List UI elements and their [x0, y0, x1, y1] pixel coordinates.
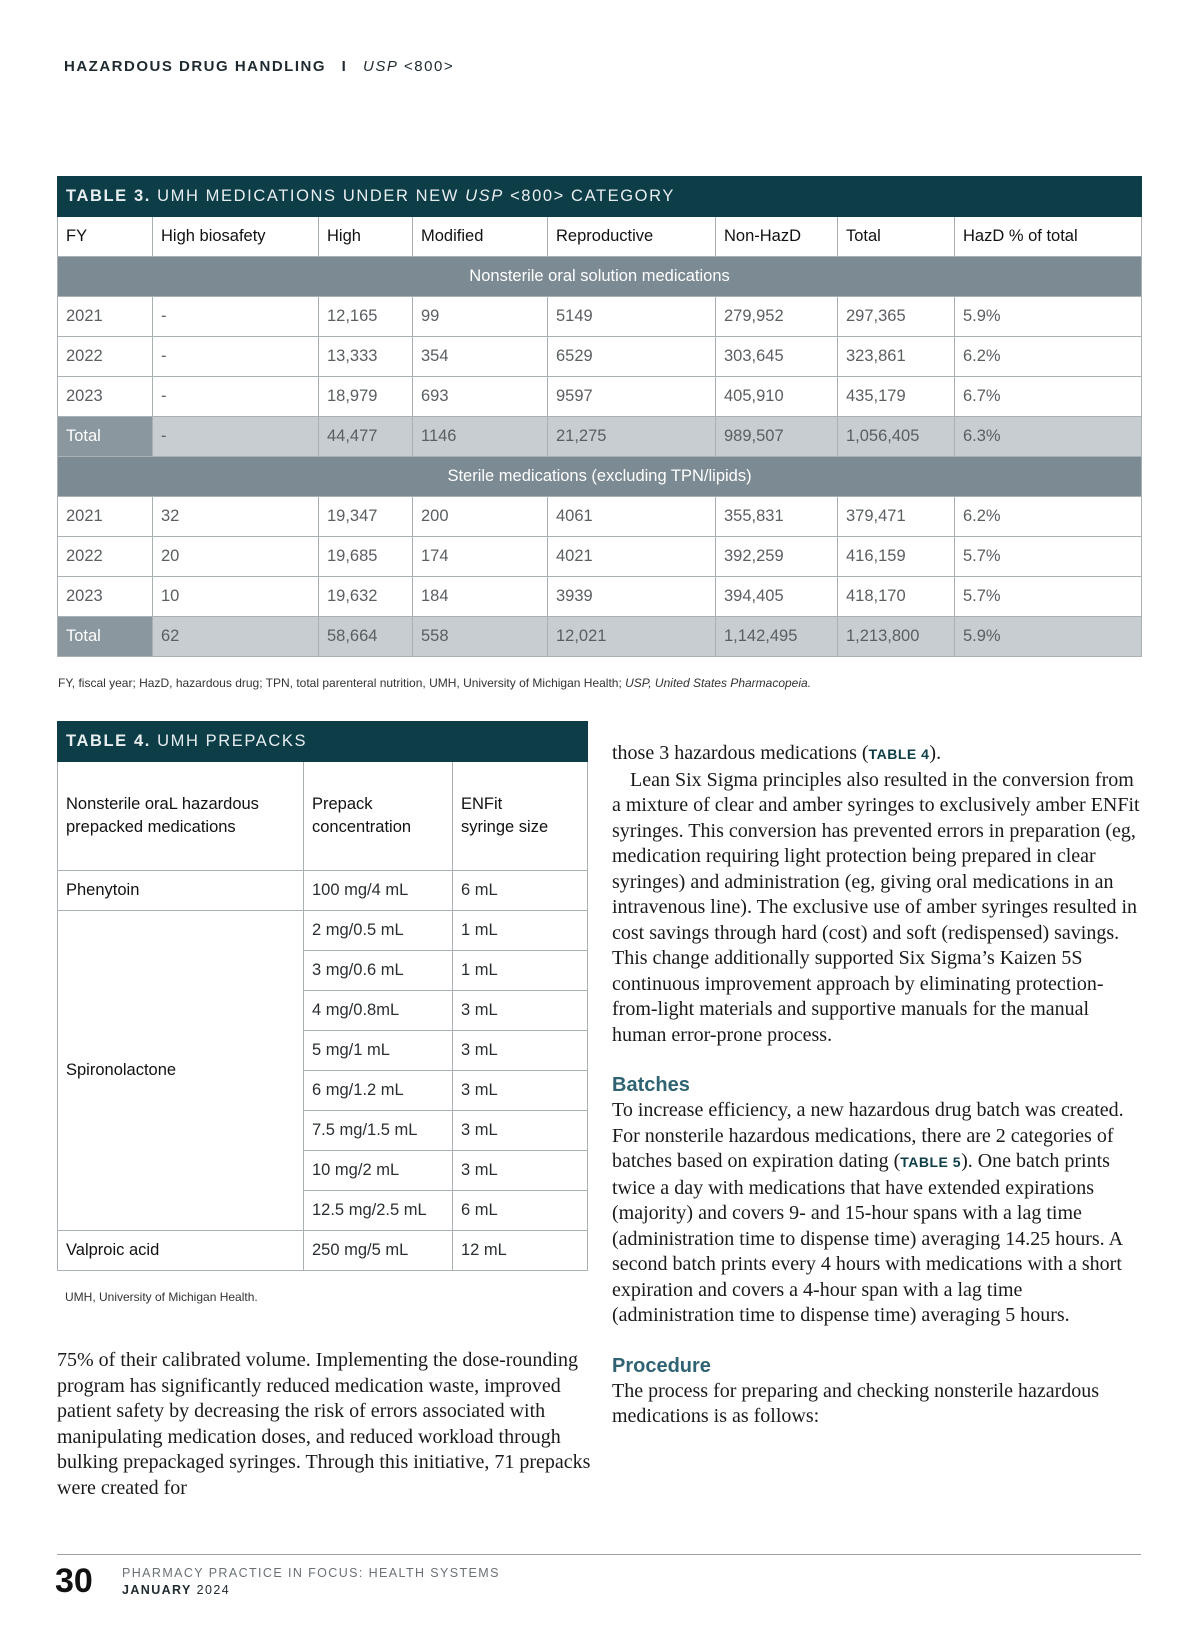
table-cell: 3 mL	[453, 1151, 588, 1191]
table-cell: 32	[153, 497, 319, 537]
table-cell: 355,831	[716, 497, 838, 537]
table-cell: 5.7%	[955, 577, 1142, 617]
column-header: Modified	[413, 217, 548, 257]
table-cell: 10 mg/2 mL	[304, 1151, 453, 1191]
table-cell: 4061	[548, 497, 716, 537]
table-3-footnote: FY, fiscal year; HazD, hazardous drug; TPN, total parenteral nutrition, UMH, University of Michigan Health; USP, United States Pharmacopeia.	[58, 676, 812, 690]
table-cell: 1,213,800	[838, 617, 955, 657]
table-cell: 5.7%	[955, 537, 1142, 577]
section-title: Nonsterile oral solution medications	[58, 257, 1142, 297]
column-header: High biosafety	[153, 217, 319, 257]
table-cell: 3939	[548, 577, 716, 617]
table-cell: 394,405	[716, 577, 838, 617]
table-cell: 405,910	[716, 377, 838, 417]
table-cell: 2022	[58, 337, 153, 377]
section-heading-batches: Batches	[612, 1074, 690, 1096]
table-cell: 2022	[58, 537, 153, 577]
table-cell: 4021	[548, 537, 716, 577]
running-head-title: HAZARDOUS DRUG HANDLING	[64, 58, 326, 75]
table-cell: 4 mg/0.8mL	[304, 991, 453, 1031]
table-cell: 6529	[548, 337, 716, 377]
table-cell: 6 mg/1.2 mL	[304, 1071, 453, 1111]
body-paragraph: Lean Six Sigma principles also resulted in the conversion from a mixture of clear and amber syringes to exclusively amber ENFit syringes. This conversion has prevented errors in preparation (eg, medication requiring light protection being prepared in clear syringes) and administration (eg, giving oral medications in an intravenous line). The exclusive use of amber syringes resulted in cost savings through hard (cost) and soft (redispensed) savings. This change additionally supported Six Sigma’s Kaizen 5S continuous improvement approach by eliminating protection-from-light materials and supportive manuals for the manual human error-prone process.	[612, 768, 1140, 1046]
table-cell: 12.5 mg/2.5 mL	[304, 1191, 453, 1231]
table-cell: 297,365	[838, 297, 955, 337]
table-cell: 18,979	[319, 377, 413, 417]
table-cell: -	[153, 337, 319, 377]
table-cell: 12 mL	[453, 1231, 588, 1271]
table-row	[58, 297, 1142, 337]
table-cell: 7.5 mg/1.5 mL	[304, 1111, 453, 1151]
table-cell: 58,664	[319, 617, 413, 657]
table-cell: 6 mL	[453, 871, 588, 911]
column-header: HazD % of total	[955, 217, 1142, 257]
left-column-text	[57, 1348, 592, 1501]
section-heading-procedure: Procedure	[612, 1354, 711, 1377]
column-header-medication: Nonsterile oraL hazardous prepacked medications	[58, 762, 304, 871]
table-total-row	[58, 417, 1142, 457]
table-row	[58, 337, 1142, 377]
table-cell: -	[153, 417, 319, 457]
table-4-caption: TABLE 4. UMH PREPACKS	[58, 722, 588, 762]
table-cell: 13,333	[319, 337, 413, 377]
table-cell: 6.2%	[955, 337, 1142, 377]
section-row	[58, 257, 1142, 297]
running-head-separator: I	[341, 58, 348, 75]
table-cell: 2023	[58, 377, 153, 417]
drug-name: Spironolactone	[58, 911, 304, 1231]
table-cell: 5.9%	[955, 617, 1142, 657]
table-cell: 184	[413, 577, 548, 617]
table-4	[57, 721, 588, 1271]
table-row	[58, 577, 1142, 617]
table-cell: 6.2%	[955, 497, 1142, 537]
table-cell: 558	[413, 617, 548, 657]
table-cell: 6.7%	[955, 377, 1142, 417]
table-cell: 44,477	[319, 417, 413, 457]
table-cell: 100 mg/4 mL	[304, 871, 453, 911]
table-cell: 354	[413, 337, 548, 377]
drug-name: Valproic acid	[58, 1231, 304, 1271]
table-cell: 6 mL	[453, 1191, 588, 1231]
table-cell: 1,056,405	[838, 417, 955, 457]
table-cell: 9597	[548, 377, 716, 417]
column-header-concentration: Prepack concentration	[304, 762, 453, 871]
table-cell: 3 mg/0.6 mL	[304, 951, 453, 991]
table-cell: 2021	[58, 297, 153, 337]
table-cell: -	[153, 377, 319, 417]
body-paragraph: To increase efficiency, a new hazardous drug batch was created. For nonsterile hazardous medications, there are 2 categories of batches based on expiration dating (TABLE 5). One batch prints twice a day with medications that have extended expirations (majority) and covers 9- and 15-hour spans with a lag time (administration time to dispense time) averaging 14.25 hours. A second batch prints every 4 hours with medications with a short expiration and covers a 4-hour span with a lag time (administration time to dispense time) averaging 5 hours.	[612, 1099, 1124, 1326]
table-cell: 12,021	[548, 617, 716, 657]
table-3	[57, 176, 1142, 657]
table-cell: 323,861	[838, 337, 955, 377]
table-cell: 250 mg/5 mL	[304, 1231, 453, 1271]
table-cell: 3 mL	[453, 1031, 588, 1071]
table-cell: 10	[153, 577, 319, 617]
table-cell: 989,507	[716, 417, 838, 457]
section-row	[58, 457, 1142, 497]
table-cell: 200	[413, 497, 548, 537]
table-cell: 6.3%	[955, 417, 1142, 457]
table-row	[58, 497, 1142, 537]
table-cell: 279,952	[716, 297, 838, 337]
page-number: 30	[55, 1562, 93, 1600]
table-3-header-row	[58, 217, 1142, 257]
table-cell: 19,685	[319, 537, 413, 577]
table-cell: 5.9%	[955, 297, 1142, 337]
footer-divider	[57, 1554, 1141, 1555]
table-cell: 379,471	[838, 497, 955, 537]
table-row	[58, 377, 1142, 417]
running-head-subtitle: USP <800>	[363, 58, 455, 75]
table-3-caption: TABLE 3. UMH MEDICATIONS UNDER NEW USP <800> CATEGORY	[58, 177, 1142, 217]
table-cell: 20	[153, 537, 319, 577]
table-cell: 392,259	[716, 537, 838, 577]
table-4-footnote: UMH, University of Michigan Health.	[65, 1290, 258, 1304]
table-row	[58, 911, 588, 951]
table-cell: 1146	[413, 417, 548, 457]
column-header: High	[319, 217, 413, 257]
table-cell: 3 mL	[453, 1111, 588, 1151]
table-cell: 416,159	[838, 537, 955, 577]
table-cell: 19,632	[319, 577, 413, 617]
table-cell: 2021	[58, 497, 153, 537]
table-cell: 5 mg/1 mL	[304, 1031, 453, 1071]
table-cell: 1 mL	[453, 951, 588, 991]
body-paragraph: 75% of their calibrated volume. Implementing the dose-rounding program has significantly reduced medication waste, improved patient safety by decreasing the risk of errors associated with manipulating medication doses, and reduced workload through bulking prepackaged syringes. Through this initiative, 71 prepacks were created for	[57, 1349, 591, 1499]
table-cell: 2023	[58, 577, 153, 617]
column-header: Total	[838, 217, 955, 257]
table-cell: 2 mg/0.5 mL	[304, 911, 453, 951]
total-label: Total	[58, 617, 153, 657]
table-cell: 21,275	[548, 417, 716, 457]
publication-name: PHARMACY PRACTICE IN FOCUS: HEALTH SYSTEMS	[122, 1566, 500, 1580]
drug-name: Phenytoin	[58, 871, 304, 911]
table-reference[interactable]: TABLE 5	[900, 1154, 962, 1170]
column-header: FY	[58, 217, 153, 257]
table-cell: 12,165	[319, 297, 413, 337]
table-cell: 693	[413, 377, 548, 417]
table-cell: -	[153, 297, 319, 337]
column-header: Reproductive	[548, 217, 716, 257]
column-header-syringe-size: ENFit syringe size	[453, 762, 588, 871]
running-head	[64, 58, 454, 75]
table-cell: 62	[153, 617, 319, 657]
table-cell: 1,142,495	[716, 617, 838, 657]
table-row	[58, 537, 1142, 577]
right-column-text	[612, 741, 1144, 1430]
table-cell: 19,347	[319, 497, 413, 537]
column-header: Non-HazD	[716, 217, 838, 257]
table-total-row	[58, 617, 1142, 657]
table-cell: 3 mL	[453, 1071, 588, 1111]
body-paragraph: The process for preparing and checking nonsterile hazardous medications is as follows:	[612, 1379, 1100, 1427]
table-cell: 435,179	[838, 377, 955, 417]
table-cell: 3 mL	[453, 991, 588, 1031]
table-cell: 174	[413, 537, 548, 577]
issue-date: JANUARY 2024	[122, 1583, 231, 1597]
total-label: Total	[58, 417, 153, 457]
table-cell: 418,170	[838, 577, 955, 617]
table-row	[58, 871, 588, 911]
table-4-header-row	[58, 762, 588, 871]
table-cell: 303,645	[716, 337, 838, 377]
body-paragraph: those 3 hazardous medications (TABLE 4).	[612, 742, 942, 764]
table-cell: 99	[413, 297, 548, 337]
table-cell: 5149	[548, 297, 716, 337]
table-reference[interactable]: TABLE 4	[868, 746, 930, 762]
section-title: Sterile medications (excluding TPN/lipids)	[58, 457, 1142, 497]
table-row	[58, 1231, 588, 1271]
table-cell: 1 mL	[453, 911, 588, 951]
